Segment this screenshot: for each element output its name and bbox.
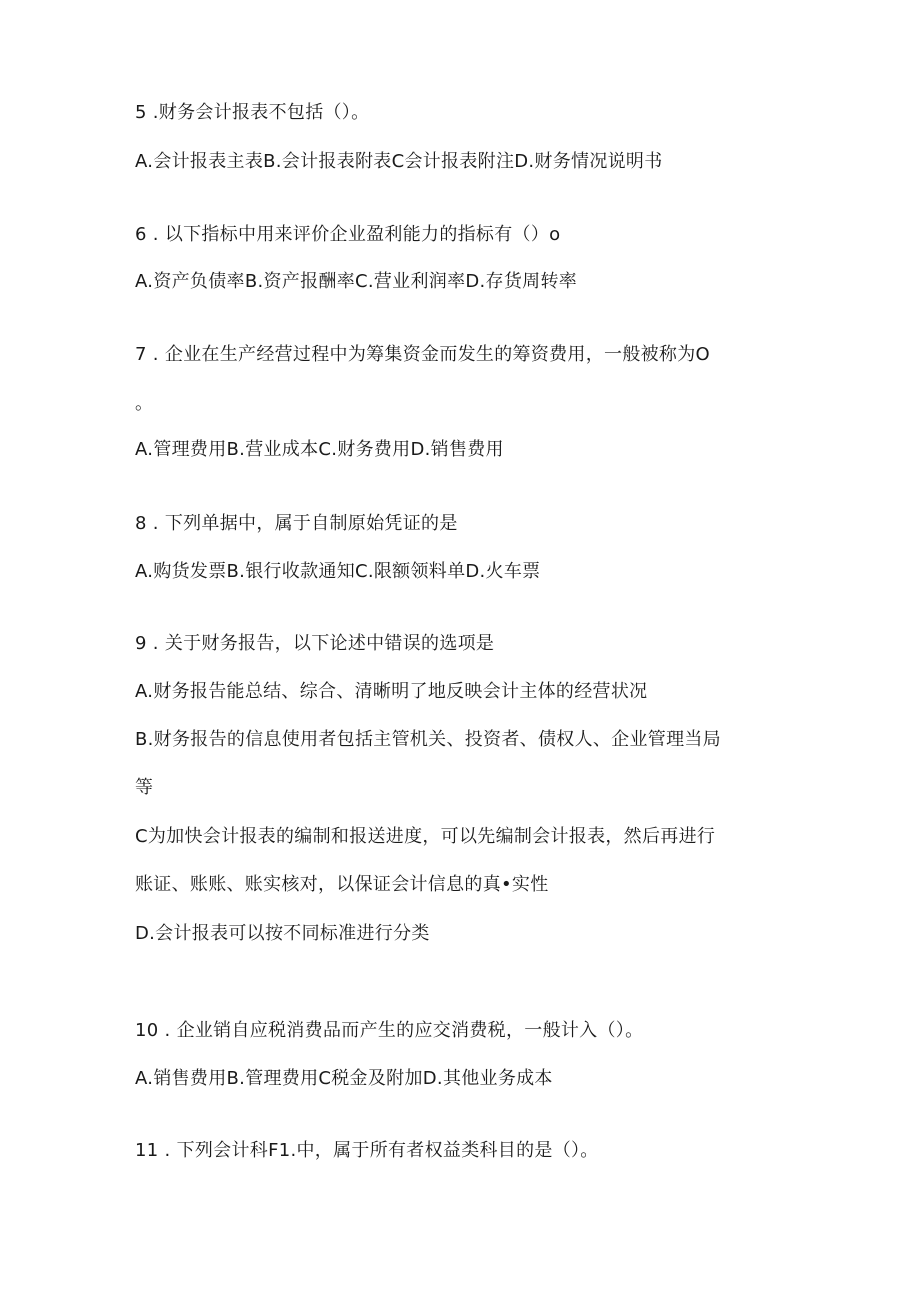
question-7: 7 . 企业在生产经营过程中为筹集资金而发生的筹资费用，一般被称为O <box>135 344 710 365</box>
question-9-option-c: C为加快会计报表的编制和报送进度，可以先编制会计报表，然后再进行 <box>135 826 716 847</box>
question-9-option-b: B.财务报告的信息使用者包括主管机关、投资者、债权人、企业管理当局 <box>135 729 721 750</box>
question-9: 9 . 关于财务报告，以下论述中错误的选项是 <box>135 633 495 654</box>
question-9-option-a: A.财务报告能总结、综合、清晰明了地反映会计主体的经营状况 <box>135 681 648 702</box>
question-9-option-c-continuation: 账证、账账、账实核对，以保证会计信息的真•实性 <box>135 874 549 895</box>
question-8-options: A.购货发票B.银行收款通知C.限额领料单D.火车票 <box>135 561 541 582</box>
question-7-options: A.管理费用B.营业成本C.财务费用D.销售费用 <box>135 439 504 460</box>
question-6-options: A.资产负债率B.资产报酬率C.营业利润率D.存货周转率 <box>135 271 578 292</box>
question-9-option-b-continuation: 等 <box>135 777 154 798</box>
question-10-options: A.销售费用B.管理费用C税金及附加D.其他业务成本 <box>135 1068 553 1089</box>
question-8: 8 . 下列单据中，属于自制原始凭证的是 <box>135 513 458 534</box>
question-5-options: A.会计报表主表B.会计报表附表C会计报表附注D.财务情况说明书 <box>135 151 663 172</box>
question-5: 5 .财务会计报表不包括（）。 <box>135 102 370 123</box>
question-7-continuation: 。 <box>135 393 154 414</box>
question-6: 6 . 以下指标中用来评价企业盈利能力的指标有（）o <box>135 224 561 245</box>
question-9-option-d: D.会计报表可以按不同标准进行分类 <box>135 923 430 944</box>
question-11: 11 . 下列会计科F1.中，属于所有者权益类科目的是（）。 <box>135 1140 599 1161</box>
question-10: 10 . 企业销自应税消费品而产生的应交消费税，一般计入（）。 <box>135 1020 644 1041</box>
